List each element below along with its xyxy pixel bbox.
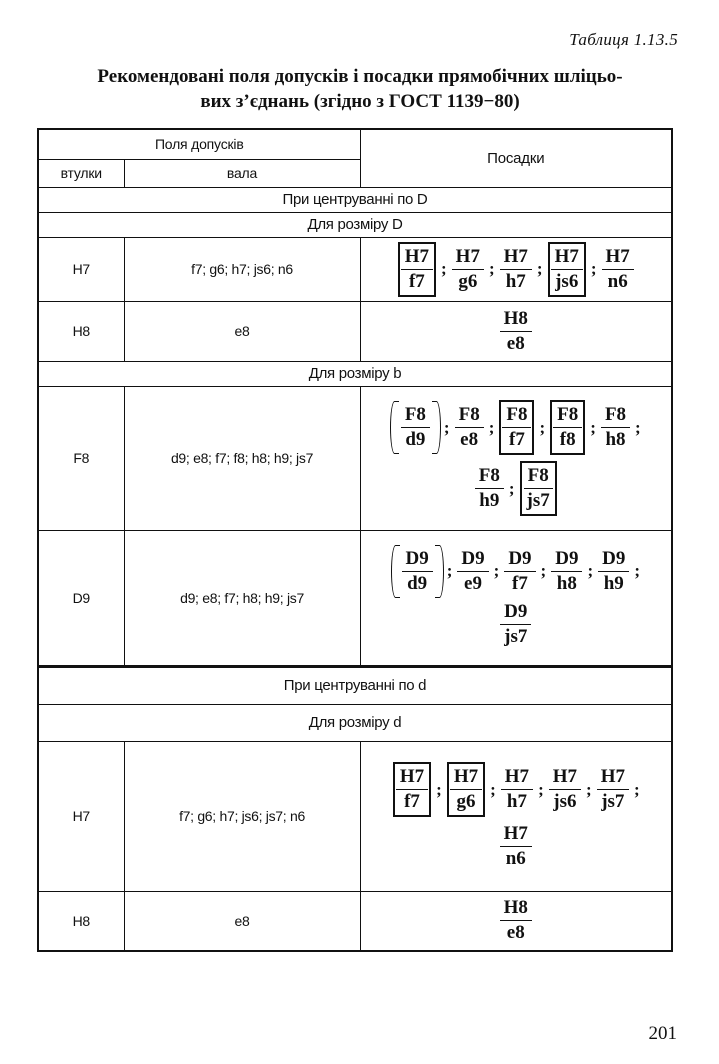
fit-line [367, 897, 666, 944]
section-label: При центруванні по d [38, 666, 672, 704]
shaft-tolerances: e8 [124, 301, 360, 361]
shaft-tolerances: f7; g6; h7; js6; js7; n6 [124, 741, 360, 891]
header-shaft: вала [124, 159, 360, 187]
page-number: 201 [648, 1023, 677, 1044]
fit-hole-field: F8 [502, 404, 531, 428]
caption-line-2: вих з’єднань (згідно з ГОСТ 1139−80) [200, 91, 520, 112]
fit-hole-field: H7 [501, 766, 533, 790]
subsection-label: Для розміру d [38, 704, 672, 741]
fit-shaft-field: g6 [458, 270, 478, 292]
fit-fraction [551, 548, 582, 595]
header-hole: втулки [38, 159, 124, 187]
fit-separator: ; [508, 478, 515, 498]
fit-fraction [550, 400, 585, 455]
table-row [38, 301, 672, 361]
fit-hole-field: H7 [396, 766, 428, 790]
fit-separator: ; [538, 779, 544, 799]
fit-shaft-field: f8 [559, 429, 576, 450]
caption-line-1: Рекомендовані поля допусків і посадки прямобічних шліцьо- [97, 66, 623, 87]
fit-hole-field: H7 [452, 246, 484, 270]
fit-separator: ; [586, 779, 592, 799]
fit-fraction [457, 548, 488, 595]
shaft-tolerances: e8 [124, 891, 360, 951]
fit-separator: ; [633, 779, 640, 799]
fit-separator: ; [446, 561, 453, 580]
shaft-tolerances: d9; e8; f7; f8; h8; h9; js7 [124, 386, 360, 530]
fit-shaft-field: h7 [506, 791, 527, 812]
fit-separator: ; [488, 417, 495, 437]
fit-hole-field: F8 [601, 404, 630, 428]
fits-list [360, 386, 672, 530]
fit-fraction [549, 766, 581, 813]
fits-list [360, 891, 672, 951]
fits-list [360, 237, 672, 301]
fit-shaft-field: f7 [512, 572, 528, 594]
fit-line [367, 308, 666, 355]
fit-fraction [597, 766, 629, 813]
table-row [38, 530, 672, 666]
fit-separator: ; [590, 259, 597, 278]
fit-shaft-field: js6 [553, 791, 577, 812]
table-row [38, 741, 672, 891]
fit-shaft-field: f7 [509, 429, 525, 450]
header-fits: Посадки [360, 129, 672, 187]
fit-shaft-field: e9 [464, 572, 482, 594]
fit-shaft-field: e8 [506, 922, 525, 944]
table-caption [30, 64, 690, 114]
fit-fraction [520, 461, 557, 516]
fit-shaft-field: e8 [506, 332, 525, 354]
fit-hole-field: H7 [500, 246, 532, 270]
fit-hole-field: F8 [524, 465, 553, 489]
fit-shaft-field: n6 [505, 848, 526, 869]
hole-tolerance: F8 [38, 386, 124, 530]
fit-fraction [452, 246, 484, 293]
fit-separator: ; [590, 417, 596, 437]
fit-shaft-field: e8 [460, 429, 479, 450]
fit-fraction [398, 242, 436, 297]
fit-line [367, 548, 666, 595]
table-row [38, 386, 672, 530]
fit-separator: ; [443, 417, 450, 437]
fit-fraction [500, 308, 532, 355]
fit-hole-field: H7 [450, 766, 482, 790]
fit-shaft-field: n6 [607, 270, 628, 292]
fit-shaft-field: g6 [456, 791, 476, 812]
header-tolerance-fields: Поля допусків [38, 129, 360, 159]
fit-fraction [602, 246, 634, 293]
fit-shaft-field: js7 [504, 625, 528, 647]
fit-shaft-field: js6 [555, 270, 579, 292]
fit-fraction [601, 404, 630, 451]
hole-tolerance: H7 [38, 741, 124, 891]
fit-fraction [393, 548, 442, 595]
fit-shaft-field: js7 [601, 791, 625, 812]
fit-hole-field: H7 [500, 823, 532, 847]
fit-fraction [500, 601, 531, 648]
fit-hole-field: D9 [402, 548, 433, 572]
shaft-tolerances: f7; g6; h7; js6; n6 [124, 237, 360, 301]
fit-shaft-field: d9 [407, 572, 428, 594]
fit-hole-field: H7 [551, 246, 583, 270]
fits-list [360, 530, 672, 666]
fits-list [360, 301, 672, 361]
fit-separator: ; [536, 259, 543, 278]
fit-separator: ; [540, 561, 547, 580]
fit-separator: ; [587, 561, 594, 580]
fit-hole-field: H7 [602, 246, 634, 270]
fit-hole-field: F8 [401, 404, 430, 428]
hole-tolerance: H8 [38, 891, 124, 951]
fit-hole-field: H7 [401, 246, 433, 270]
fit-fraction [455, 404, 484, 451]
fit-hole-field: H7 [597, 766, 629, 790]
fit-separator: ; [539, 417, 546, 437]
fit-hole-field: D9 [504, 548, 535, 572]
fit-shaft-field: h8 [556, 572, 577, 594]
fit-separator: ; [634, 561, 641, 580]
fit-hole-field: F8 [553, 404, 582, 428]
subsection-label: Для розміру b [38, 361, 672, 386]
shaft-tolerances: d9; e8; f7; h8; h9; js7 [124, 530, 360, 666]
fit-shaft-field: f7 [404, 791, 420, 812]
fit-separator: ; [635, 417, 641, 437]
fit-shaft-field: d9 [405, 429, 426, 450]
table-number: Таблиця 1.13.5 [569, 30, 678, 49]
table-row [38, 237, 672, 301]
fit-hole-field: F8 [475, 465, 504, 489]
fit-line [367, 400, 666, 455]
fit-line [367, 823, 666, 870]
fit-hole-field: H8 [500, 308, 532, 332]
fit-hole-field: F8 [455, 404, 484, 428]
tolerance-fits-table [37, 128, 673, 952]
fit-hole-field: H7 [549, 766, 581, 790]
fit-hole-field: D9 [598, 548, 629, 572]
section-label: При центруванні по D [38, 187, 672, 212]
table-row [38, 891, 672, 951]
fit-shaft-field: h9 [479, 490, 500, 511]
fit-shaft-field: f7 [408, 270, 425, 292]
fit-hole-field: D9 [551, 548, 582, 572]
fit-separator: ; [490, 779, 496, 799]
fit-separator: ; [436, 779, 442, 799]
fit-fraction [499, 400, 534, 455]
fit-separator: ; [488, 259, 495, 278]
fits-list [360, 741, 672, 891]
fit-line [367, 762, 666, 817]
fit-line [367, 242, 666, 297]
fit-fraction [393, 762, 431, 817]
fit-fraction [500, 897, 532, 944]
fit-fraction [447, 762, 485, 817]
fit-hole-field: D9 [500, 601, 531, 625]
fit-hole-field: D9 [457, 548, 488, 572]
fit-line [367, 461, 666, 516]
fit-line [367, 601, 666, 648]
subsection-label: Для розміру D [38, 212, 672, 237]
fit-fraction [504, 548, 535, 595]
fit-fraction [392, 404, 439, 451]
fit-separator: ; [441, 259, 447, 278]
fit-fraction [501, 766, 533, 813]
fit-hole-field: H8 [500, 897, 532, 921]
fit-fraction [475, 465, 504, 512]
fit-separator: ; [493, 561, 500, 580]
fit-fraction [598, 548, 629, 595]
fit-shaft-field: h9 [603, 572, 624, 594]
hole-tolerance: D9 [38, 530, 124, 666]
fit-shaft-field: h7 [505, 270, 526, 292]
fit-fraction [548, 242, 586, 297]
fit-fraction [500, 823, 532, 870]
hole-tolerance: H7 [38, 237, 124, 301]
fit-fraction [500, 246, 532, 293]
fit-shaft-field: js7 [526, 490, 550, 511]
fit-shaft-field: h8 [605, 429, 626, 450]
hole-tolerance: H8 [38, 301, 124, 361]
